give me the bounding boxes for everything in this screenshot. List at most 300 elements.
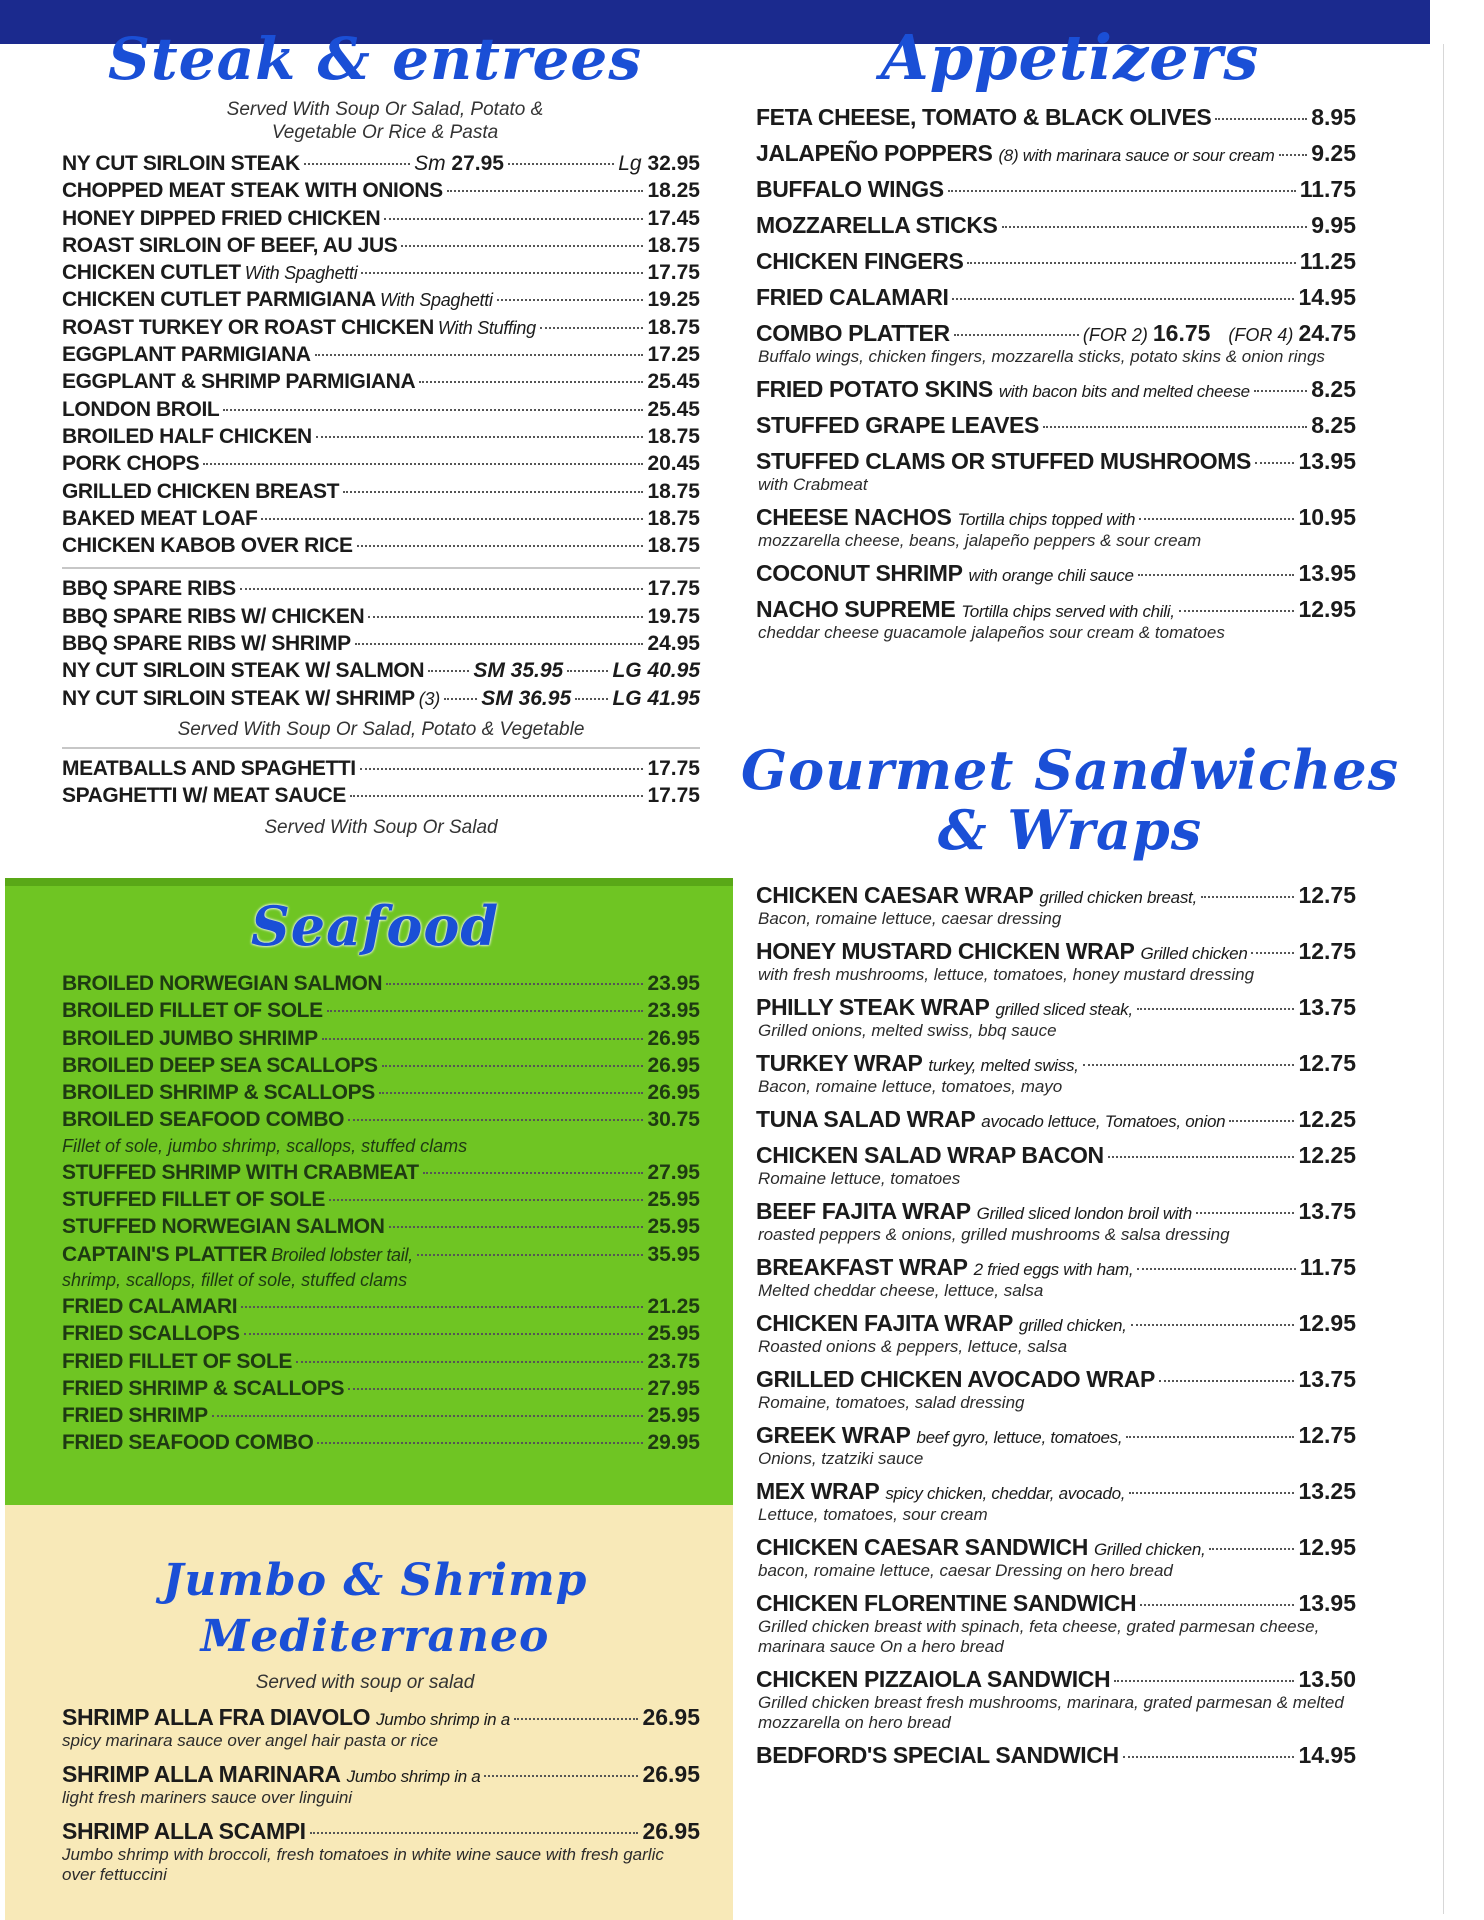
leader-dots xyxy=(379,1092,644,1094)
item-name: NY CUT SIRLOIN STEAK W/ SALMON xyxy=(62,659,425,683)
item-price: 13.75 xyxy=(1298,994,1356,1020)
item-name: SHRIMP ALLA MARINARA xyxy=(62,1761,341,1787)
item-name: LONDON BROIL xyxy=(62,397,220,421)
menu-item xyxy=(62,999,700,1026)
leader-dots xyxy=(244,1333,644,1335)
leader-dots xyxy=(1139,518,1294,520)
menu-item xyxy=(62,234,700,261)
item-name: BROILED SHRIMP & SCALLOPS xyxy=(62,1081,375,1105)
item-name: CHICKEN CUTLET xyxy=(62,261,241,285)
item-desc: With Spaghetti xyxy=(244,263,358,284)
size-price-lg: LG 40.95 xyxy=(612,659,701,683)
item-row xyxy=(756,1422,1356,1449)
item-price: 23.95 xyxy=(647,999,700,1023)
item-price: 17.45 xyxy=(647,206,700,230)
leader-dots xyxy=(967,262,1295,264)
item-price: 26.95 xyxy=(647,1081,700,1105)
item-row xyxy=(756,1742,1356,1769)
menu-item xyxy=(740,1590,1400,1657)
seafood-items-3 xyxy=(62,1295,700,1459)
menu-item xyxy=(740,560,1400,587)
item-price: 8.25 xyxy=(1311,376,1356,402)
item-name: BUFFALO WINGS xyxy=(756,176,944,202)
item-row xyxy=(756,176,1356,203)
item-desc: Jumbo shrimp in a xyxy=(376,1710,510,1729)
item-name: BROILED NORWEGIAN SALMON xyxy=(62,972,383,995)
item-price: 12.75 xyxy=(1298,1050,1356,1076)
menu-item xyxy=(62,1027,700,1054)
appetizers-list xyxy=(740,104,1400,643)
menu-item xyxy=(62,534,700,561)
leader-dots xyxy=(1126,1436,1294,1438)
item-price: 13.25 xyxy=(1298,1478,1356,1504)
pasta-list xyxy=(0,757,730,839)
item-price: 30.75 xyxy=(647,1108,700,1132)
item-name: CHICKEN FLORENTINE SANDWICH xyxy=(756,1590,1137,1616)
item-price: 12.75 xyxy=(1298,938,1356,964)
leader-dots xyxy=(389,1226,644,1228)
item-price: 12.25 xyxy=(1298,1142,1356,1168)
item-price: 17.75 xyxy=(647,756,700,780)
leader-dots xyxy=(1137,1008,1295,1010)
menu-item xyxy=(740,1422,1400,1469)
menu-item xyxy=(740,1366,1400,1413)
item-sub: Melted cheddar cheese, lettuce, salsa xyxy=(758,1281,1044,1300)
item-name: BEDFORD'S SPECIAL SANDWICH xyxy=(756,1742,1119,1768)
item-desc: Grilled sliced london broil with xyxy=(976,1204,1192,1223)
leader-dots xyxy=(1215,118,1307,120)
item-name: PORK CHOPS xyxy=(62,452,200,476)
item-name: EGGPLANT PARMIGIANA xyxy=(62,343,311,367)
size-price-lg: LG 41.95 xyxy=(612,686,701,710)
item-name: ROAST TURKEY OR ROAST CHICKEN xyxy=(62,315,434,339)
leader-dots xyxy=(1137,1268,1295,1270)
menu-item xyxy=(62,425,700,452)
item-name: STUFFED FILLET OF SOLE xyxy=(62,1188,326,1212)
item-price: 12.95 xyxy=(1298,1310,1356,1336)
item-price: 17.75 xyxy=(647,261,700,285)
item-name: ROAST SIRLOIN OF BEEF, AU JUS xyxy=(62,233,398,257)
menu-item xyxy=(740,448,1400,495)
item-sub: roasted peppers & onions, grilled mushrooms & salsa dressing xyxy=(758,1225,1230,1244)
item-sub: cheddar cheese guacamole jalapeños sour cream & tomatoes xyxy=(758,623,1225,642)
item-name: NACHO SUPREME xyxy=(756,596,956,622)
menu-item-ny-cut xyxy=(62,152,700,179)
leader-dots xyxy=(357,545,644,547)
item-name: CHICKEN PIZZAIOLA SANDWICH xyxy=(756,1666,1111,1692)
menu-item xyxy=(62,207,700,234)
item-price: 18.25 xyxy=(647,179,700,203)
leader-dots xyxy=(240,588,644,590)
menu-item xyxy=(62,1377,700,1404)
menu-item xyxy=(0,1761,730,1808)
item-price: 8.25 xyxy=(1311,412,1356,438)
item-sub: Jumbo shrimp with broccoli, fresh tomatoes in white wine sauce with fresh garlic over fettuccini xyxy=(62,1845,664,1884)
menu-item xyxy=(740,140,1400,167)
leader-dots xyxy=(1108,1156,1295,1158)
item-desc: with bacon bits and melted cheese xyxy=(998,382,1250,401)
leader-dots xyxy=(304,163,410,165)
seafood-title: Seafood xyxy=(250,894,500,958)
item-sub: Romaine, tomatoes, salad dressing xyxy=(758,1393,1025,1412)
item-desc: spicy chicken, cheddar, avocado, xyxy=(885,1484,1126,1503)
leader-dots xyxy=(350,795,643,797)
item-price: 12.95 xyxy=(1298,1534,1356,1560)
item-price: 29.95 xyxy=(647,1431,700,1455)
menu-item xyxy=(62,1431,700,1458)
leader-dots xyxy=(575,698,608,700)
menu-item xyxy=(62,1295,700,1322)
item-name: GREEK WRAP xyxy=(756,1422,911,1448)
item-desc: Tortilla chips served with chili, xyxy=(961,602,1175,621)
steak-section xyxy=(0,26,730,839)
bbq-items xyxy=(62,577,700,659)
item-name: BREAKFAST WRAP xyxy=(756,1254,968,1280)
menu-item xyxy=(740,882,1400,929)
item-price: 12.75 xyxy=(1298,882,1356,908)
leader-dots xyxy=(1138,574,1295,576)
leader-dots xyxy=(203,463,643,465)
item-name: GRILLED CHICKEN AVOCADO WRAP xyxy=(756,1366,1155,1392)
item-name: BBQ SPARE RIBS W/ CHICKEN xyxy=(62,604,365,628)
leader-dots xyxy=(386,983,643,985)
item-name: CHICKEN FINGERS xyxy=(756,248,964,274)
leader-dots xyxy=(1131,1324,1295,1326)
sandwiches-title-line1: Gourmet Sandwiches xyxy=(741,738,1399,802)
seafood-items-2 xyxy=(62,1161,700,1243)
seafood-combo-desc: Fillet of sole, jumbo shrimp, scallops, stuffed clams xyxy=(62,1135,468,1156)
appetizer-items xyxy=(740,104,1400,311)
item-price: 17.75 xyxy=(647,784,700,808)
menu-item xyxy=(740,1478,1400,1525)
seafood-items xyxy=(62,972,700,1136)
item-sub: with Crabmeat xyxy=(758,475,868,494)
item-name: BEEF FAJITA WRAP xyxy=(756,1198,971,1224)
item-price: 19.25 xyxy=(647,288,700,312)
item-name: PHILLY STEAK WRAP xyxy=(756,994,990,1020)
item-name: CHICKEN SALAD WRAP BACON xyxy=(756,1142,1104,1168)
steak-list xyxy=(0,152,730,561)
leader-dots xyxy=(343,491,643,493)
menu-item xyxy=(740,1198,1400,1245)
item-price: 10.95 xyxy=(1298,504,1356,530)
menu-item xyxy=(62,972,700,999)
item-price: 19.75 xyxy=(647,604,700,628)
item-name: FRIED SHRIMP & SCALLOPS xyxy=(62,1376,345,1400)
item-desc: Tortilla chips topped with xyxy=(957,510,1136,529)
item-row xyxy=(756,284,1356,311)
leader-dots xyxy=(447,190,644,192)
item-row xyxy=(756,248,1356,275)
item-row xyxy=(756,104,1356,131)
menu-item xyxy=(62,1161,700,1188)
leader-dots xyxy=(322,1038,644,1040)
divider xyxy=(62,567,700,569)
menu-item xyxy=(62,1350,700,1377)
item-name: STUFFED GRAPE LEAVES xyxy=(756,412,1039,438)
leader-dots xyxy=(368,616,643,618)
item-name: COMBO PLATTER xyxy=(756,320,950,346)
item-row xyxy=(756,1142,1356,1169)
combo-items xyxy=(62,659,700,714)
item-desc: (8) with marinara sauce or sour cream xyxy=(998,146,1275,165)
menu-item xyxy=(62,288,700,315)
menu-item xyxy=(740,1310,1400,1357)
item-price: 25.95 xyxy=(647,1404,700,1428)
item-row xyxy=(756,412,1356,439)
leader-dots xyxy=(1083,1064,1295,1066)
menu-item xyxy=(0,1818,730,1885)
item-row xyxy=(756,504,1356,531)
item-sub: Grilled chicken breast with spinach, feta cheese, grated parmesan cheese, marinara sauce On a hero bread xyxy=(758,1617,1320,1656)
item-sub: Lettuce, tomatoes, sour cream xyxy=(758,1505,988,1524)
combo-for-2: (FOR 2) 16.75 xyxy=(1082,320,1211,346)
item-sub: Buffalo wings, chicken fingers, mozzarella sticks, potato skins & onion rings xyxy=(758,347,1325,366)
item-name: EGGPLANT & SHRIMP PARMIGIANA xyxy=(62,370,416,394)
menu-item xyxy=(62,659,700,686)
leader-dots xyxy=(497,299,644,301)
divider xyxy=(62,747,700,749)
leader-dots xyxy=(1140,1604,1294,1606)
item-price: 23.75 xyxy=(647,1349,700,1373)
item-desc: beef gyro, lettuce, tomatoes, xyxy=(916,1428,1123,1447)
item-sub: with fresh mushrooms, lettuce, tomatoes, honey mustard dressing xyxy=(758,965,1255,984)
leader-dots xyxy=(540,327,644,329)
page-edge-line xyxy=(1443,44,1444,1914)
right-column xyxy=(740,0,1400,1768)
item-sub: light fresh mariners sauce over linguini xyxy=(62,1788,353,1807)
item-name: COCONUT SHRIMP xyxy=(756,560,963,586)
item-name: FRIED CALAMARI xyxy=(756,284,949,310)
item-name: CHEESE NACHOS xyxy=(756,504,952,530)
mediterraneo-list xyxy=(0,1704,730,1885)
item-desc: With Stuffing xyxy=(437,317,536,338)
item-sub: mozzarella cheese, beans, jalapeño peppers & sour cream xyxy=(758,531,1202,550)
item-sub: spicy marinara sauce over angel hair pasta or rice xyxy=(62,1731,439,1750)
bbq-list xyxy=(0,577,730,740)
leader-dots xyxy=(484,1775,638,1777)
menu-item xyxy=(62,370,700,397)
item-price: 18.75 xyxy=(647,315,700,339)
item-desc: Broiled lobster tail, xyxy=(271,1244,413,1265)
item-qty: (3) xyxy=(418,688,440,709)
item-row xyxy=(756,1366,1356,1393)
menu-item xyxy=(62,452,700,479)
sandwiches-title-line2: & Wraps xyxy=(937,798,1203,862)
item-sub: Grilled onions, melted swiss, bbq sauce xyxy=(758,1021,1057,1040)
item-price: 17.25 xyxy=(647,343,700,367)
leader-dots xyxy=(954,334,1079,336)
menu-item-combo-platter xyxy=(740,320,1400,367)
leader-dots xyxy=(296,1361,643,1363)
item-row xyxy=(756,882,1356,909)
item-row xyxy=(756,140,1356,167)
menu-item xyxy=(62,632,700,659)
item-sub: Romaine lettuce, tomatoes xyxy=(758,1169,961,1188)
leader-dots xyxy=(327,1010,644,1012)
menu-item xyxy=(740,1534,1400,1581)
leader-dots xyxy=(223,409,643,411)
item-price: 12.95 xyxy=(1298,596,1356,622)
item-row xyxy=(756,1050,1356,1077)
item-desc: Jumbo shrimp in a xyxy=(346,1767,481,1786)
leader-dots xyxy=(329,1199,643,1201)
item-name: MEATBALLS AND SPAGHETTI xyxy=(62,756,356,780)
item-name: SHRIMP ALLA SCAMPI xyxy=(62,1818,306,1844)
menu-item xyxy=(740,1050,1400,1097)
item-price: 13.95 xyxy=(1298,560,1356,586)
item-price: 9.95 xyxy=(1311,212,1356,238)
item-name: MEX WRAP xyxy=(756,1478,880,1504)
item-row xyxy=(756,596,1356,623)
leader-dots xyxy=(423,1172,644,1174)
leader-dots xyxy=(1279,154,1308,156)
menu-item xyxy=(62,480,700,507)
item-name: BROILED FILLET OF SOLE xyxy=(62,999,323,1023)
item-price: 11.25 xyxy=(1299,248,1356,274)
steak-items xyxy=(62,179,700,561)
item-desc: Grilled chicken xyxy=(1140,944,1248,963)
leader-dots xyxy=(261,518,643,520)
menu-item xyxy=(740,1106,1400,1133)
item-sub: Onions, tzatziki sauce xyxy=(758,1449,924,1468)
item-price: 13.75 xyxy=(1298,1366,1356,1392)
menu-item xyxy=(740,284,1400,311)
leader-dots xyxy=(952,298,1294,300)
item-name: BROILED JUMBO SHRIMP xyxy=(62,1026,318,1050)
item-sub: bacon, romaine lettuce, caesar Dressing on hero bread xyxy=(758,1561,1173,1580)
leader-dots xyxy=(1159,1380,1294,1382)
leader-dots xyxy=(419,381,643,383)
steak-note: Served With Soup Or Salad, Potato & Vegetable Or Rice & Pasta xyxy=(226,99,544,143)
leader-dots xyxy=(384,218,643,220)
steak-title: Steak & entrees xyxy=(108,25,642,93)
item-name: FETA CHEESE, TOMATO & BLACK OLIVES xyxy=(756,104,1212,130)
item-name: BROILED SEAFOOD COMBO xyxy=(62,1108,345,1132)
seafood-top-band xyxy=(5,878,733,886)
item-price: 25.95 xyxy=(647,1188,700,1212)
leader-dots xyxy=(1229,1120,1294,1122)
pasta-items xyxy=(62,757,700,812)
menu-item xyxy=(62,757,700,784)
leader-dots xyxy=(1002,226,1308,228)
menu-item xyxy=(740,176,1400,203)
menu-item xyxy=(62,1404,700,1431)
leader-dots xyxy=(401,245,643,247)
leader-dots xyxy=(355,643,644,645)
seafood-list xyxy=(0,972,730,1459)
item-name: CHICKEN CAESAR SANDWICH xyxy=(756,1534,1088,1560)
mediterraneo-section xyxy=(0,1505,730,1895)
item-sub: Roasted onions & peppers, lettuce, salsa xyxy=(758,1337,1068,1356)
item-name: CHOPPED MEAT STEAK WITH ONIONS xyxy=(62,179,443,203)
menu-item xyxy=(62,398,700,425)
menu-item xyxy=(62,1322,700,1349)
leader-dots xyxy=(382,1065,644,1067)
item-name: FRIED SEAFOOD COMBO xyxy=(62,1431,314,1455)
item-name: GRILLED CHICKEN BREAST xyxy=(62,479,340,503)
menu-item-captains-platter xyxy=(62,1243,700,1270)
leader-dots xyxy=(1201,896,1295,898)
item-name: BBQ SPARE RIBS xyxy=(62,577,236,601)
item-name: CHICKEN CUTLET PARMIGIANA xyxy=(62,288,376,312)
item-price: 11.75 xyxy=(1299,176,1356,202)
item-name: CHICKEN CAESAR WRAP xyxy=(756,882,1034,908)
item-sub: Grilled chicken breast fresh mushrooms, marinara, grated parmesan & melted mozzarella on hero bread xyxy=(758,1693,1344,1732)
item-row xyxy=(756,1254,1356,1281)
leader-dots xyxy=(508,163,614,165)
menu-item xyxy=(0,1704,730,1751)
menu-item xyxy=(62,1054,700,1081)
leader-dots xyxy=(514,1718,639,1720)
item-row xyxy=(756,448,1356,475)
item-price: 11.75 xyxy=(1299,1254,1356,1280)
item-row xyxy=(756,938,1356,965)
item-name: FRIED FILLET OF SOLE xyxy=(62,1349,292,1373)
item-name: BBQ SPARE RIBS W/ SHRIMP xyxy=(62,632,351,656)
item-sub: Bacon, romaine lettuce, tomatoes, mayo xyxy=(758,1077,1063,1096)
sandwiches-section xyxy=(740,740,1400,1778)
item-price: 17.75 xyxy=(647,577,700,601)
item-row xyxy=(62,1704,700,1731)
leader-dots xyxy=(1129,1492,1294,1494)
menu-item xyxy=(740,1142,1400,1189)
item-name: BROILED DEEP SEA SCALLOPS xyxy=(62,1053,378,1077)
item-name: FRIED CALAMARI xyxy=(62,1294,238,1318)
leader-dots xyxy=(1251,952,1294,954)
item-desc: grilled chicken, xyxy=(1018,1316,1127,1335)
item-desc: grilled sliced steak, xyxy=(995,1000,1133,1019)
item-row xyxy=(756,1106,1356,1133)
size-price-sm: Sm 27.95 xyxy=(414,152,504,175)
item-name: CAPTAIN'S PLATTER xyxy=(62,1242,268,1266)
menu-item xyxy=(62,179,700,206)
item-name: HONEY MUSTARD CHICKEN WRAP xyxy=(756,938,1135,964)
item-name: STUFFED NORWEGIAN SALMON xyxy=(62,1215,385,1239)
item-desc: grilled chicken breast, xyxy=(1039,888,1197,907)
item-name: CHICKEN KABOB OVER RICE xyxy=(62,534,353,558)
item-name: NY CUT SIRLOIN STEAK xyxy=(62,152,300,175)
leader-dots xyxy=(315,354,644,356)
seafood-section xyxy=(0,886,730,1459)
item-price: 13.95 xyxy=(1298,448,1356,474)
item-row xyxy=(756,560,1356,587)
item-price: 14.95 xyxy=(1298,1742,1356,1768)
leader-dots xyxy=(1043,426,1307,428)
leader-dots xyxy=(1123,1756,1295,1758)
appetizers-section xyxy=(740,22,1400,643)
size-price-lg: Lg 32.95 xyxy=(618,152,700,175)
item-desc: Grilled chicken, xyxy=(1093,1540,1206,1559)
item-price: 18.75 xyxy=(647,233,700,257)
leader-dots xyxy=(317,1442,643,1444)
leader-dots xyxy=(360,768,644,770)
item-price: 25.45 xyxy=(647,370,700,394)
leader-dots xyxy=(417,1254,644,1256)
mediterraneo-note: Served with soup or salad xyxy=(255,1672,475,1693)
menu-item xyxy=(740,596,1400,643)
item-row xyxy=(756,1666,1356,1693)
item-price: 26.95 xyxy=(647,1026,700,1050)
item-row xyxy=(756,212,1356,239)
menu-item xyxy=(62,507,700,534)
menu-item xyxy=(740,248,1400,275)
size-price-sm: SM 35.95 xyxy=(473,659,564,683)
leader-dots xyxy=(1255,462,1294,464)
leader-dots xyxy=(428,670,469,672)
item-name: TUNA SALAD WRAP xyxy=(756,1106,976,1132)
leader-dots xyxy=(444,698,477,700)
